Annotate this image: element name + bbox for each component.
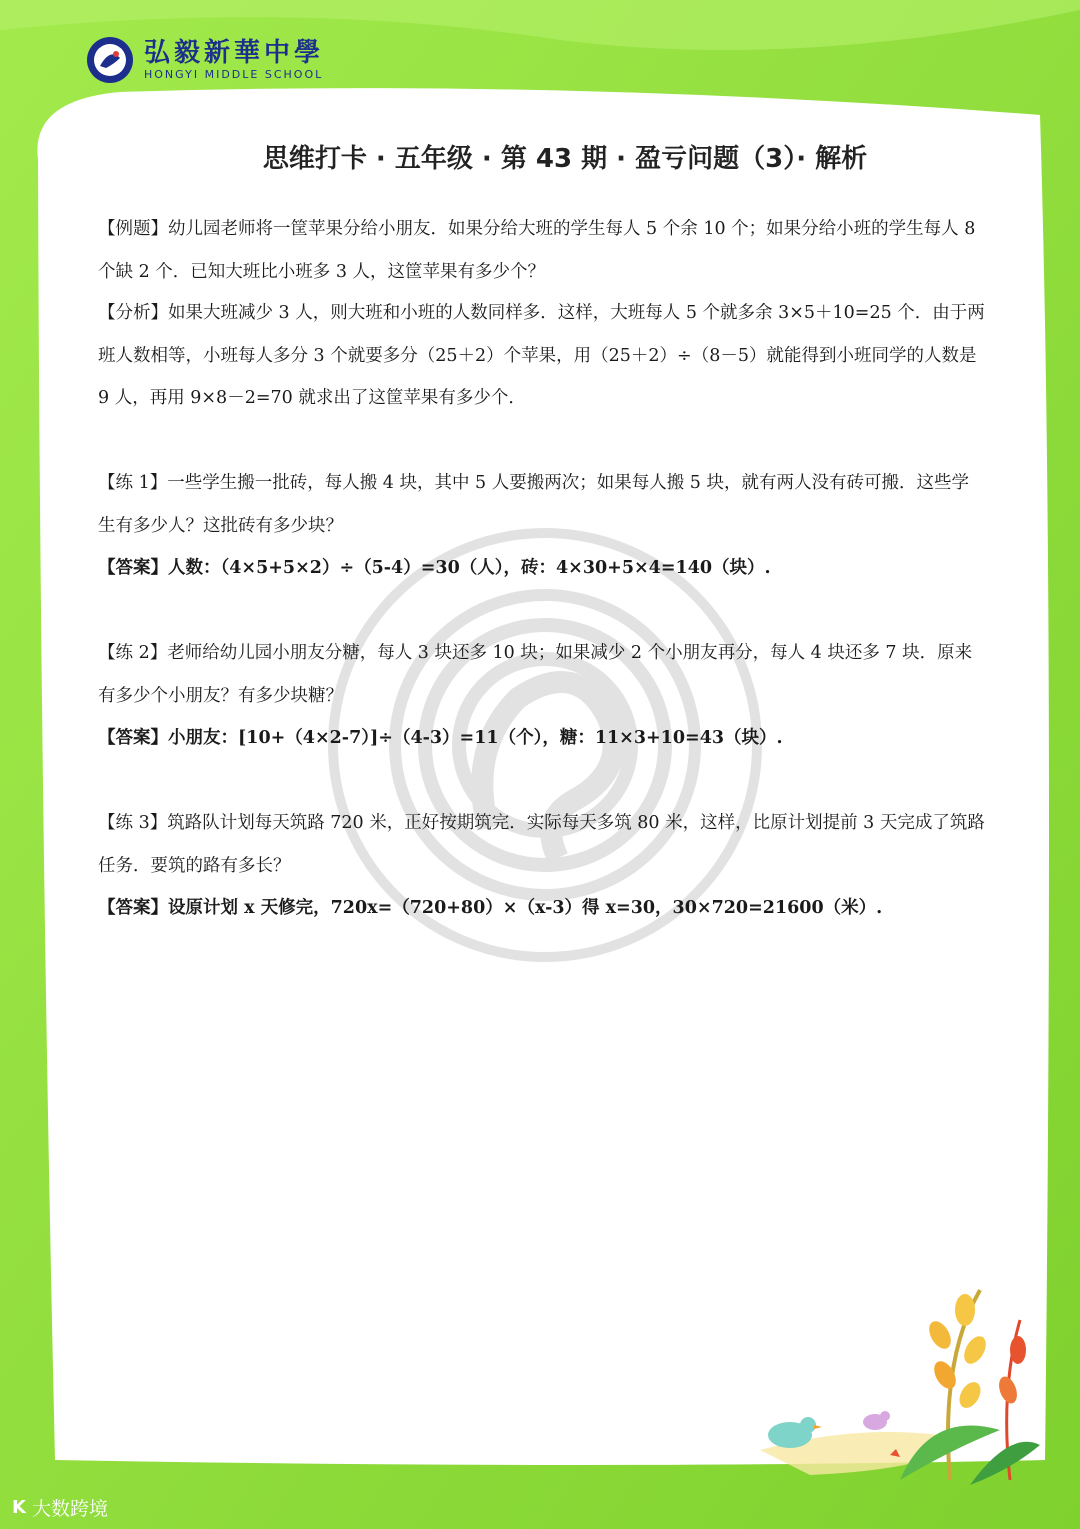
example-analysis — [98, 292, 986, 420]
page-title: 思维打卡 · 五年级 · 第 43 期 · 盈亏问题（3）· 解析 — [262, 144, 868, 174]
exercise-1-tag: 【练 1】 — [98, 473, 168, 493]
example-question-text: 幼儿园老师将一筐苹果分给小朋友．如果分给大班的学生每人 5 个余 10 个；如果分给小班的学生每人 8 个缺 2 个．已知大班比小班多 3 人，这筐苹果有多少个？ — [98, 219, 976, 282]
brand-mark: K — [12, 1497, 26, 1518]
example-question-tag: 【例题】 — [98, 219, 168, 239]
exercise-1-answer-tag: 【答案】 — [98, 558, 168, 578]
example-analysis-tag: 【分析】 — [98, 303, 168, 323]
school-logo — [86, 36, 324, 84]
exercise-1-answer — [98, 547, 986, 589]
school-name-cn: 弘毅新華中學 — [144, 38, 325, 68]
exercise-2-text: 老师给幼儿园小朋友分糖，每人 3 块还多 10 块；如果减少 2 个小朋友再分，每人 4 块还多 7 块．原来有多少个小朋友？有多少块糖？ — [98, 643, 973, 706]
brand-watermark — [12, 1494, 108, 1521]
school-name-en: HONGYI MIDDLE SCHOOL — [144, 68, 324, 81]
flowers-birds-decoration — [750, 1280, 1050, 1500]
exercise-2-question — [98, 632, 986, 717]
exercise-3-answer — [98, 887, 986, 929]
exercise-3-answer-tag: 【答案】 — [98, 898, 168, 918]
exercise-1-text: 一些学生搬一批砖，每人搬 4 块，其中 5 人要搬两次；如果每人搬 5 块，就有两人没有砖可搬．这些学生有多少人？这批砖有多少块？ — [98, 473, 969, 536]
exercise-2-answer-text: 小朋友：[10+（4×2-7）]÷（4-3）=11（个），糖：11×3+10=43（块）. — [168, 728, 783, 748]
brand-name: 大数跨境 — [31, 1498, 108, 1520]
school-badge-icon — [86, 36, 134, 84]
exercise-2-answer — [98, 717, 986, 759]
exercise-2-tag: 【练 2】 — [98, 643, 168, 663]
exercise-3-tag: 【练 3】 — [98, 813, 168, 833]
exercise-3-question — [98, 802, 986, 887]
exercise-3-answer-text: 设原计划 x 天修完，720x=（720+80）×（x-3）得 x=30，30×720=21600（米）. — [168, 898, 883, 918]
example-question — [98, 208, 986, 293]
exercise-1-answer-text: 人数：（4×5+5×2）÷（5-4）=30（人），砖：4×30+5×4=140（块）. — [168, 558, 771, 578]
example-analysis-text: 如果大班减少 3 人，则大班和小班的人数同样多．这样，大班每人 5 个就多余 3×5＋10=25 个．由于两班人数相等，小班每人多分 3 个就要多分（25＋2）个苹果，用（25＋2）÷（8－5）就能得到小班同学的人数是 9 人，再用 9×8－2=70 就求出了这筐苹果有多少个． — [98, 303, 985, 408]
exercise-2-answer-tag: 【答案】 — [98, 728, 168, 748]
exercise-3-text: 筑路队计划每天筑路 720 米，正好按期筑完．实际每天多筑 80 米，这样，比原计划提前 3 天完成了筑路任务．要筑的路有多长？ — [98, 813, 985, 876]
exercise-1-question — [98, 462, 986, 547]
